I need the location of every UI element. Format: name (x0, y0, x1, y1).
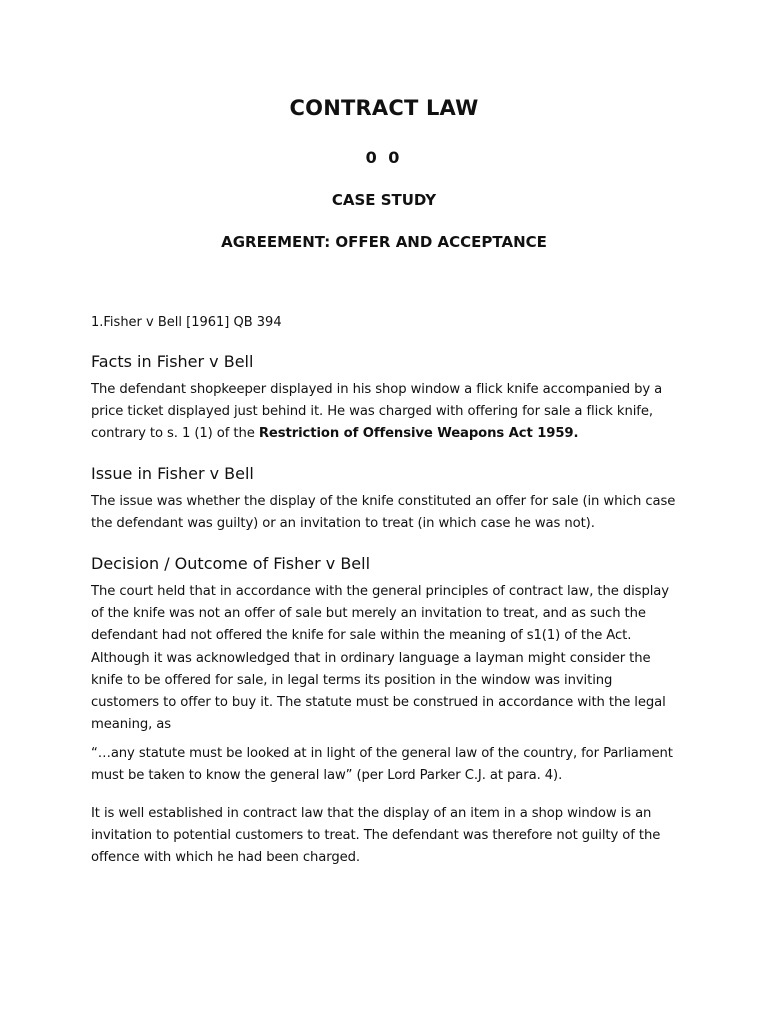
facts-act-name: Restriction of Offensive Weapons Act 1959. (258, 426, 579, 442)
facts-text: The defendant shopkeeper displayed in his shop window a flick knife accompanied by a price ticket displayed just behind it. He was charged with offering for sale a flick knife, contrary to s. 1 (1) of the (91, 382, 663, 442)
facts-heading: Facts in Fisher v Bell (91, 352, 254, 371)
decision-conclusion: It is well established in contract law that the display of an item in a shop window is an invitation to potential customers to treat. The defendant was therefore not guilty of the offence with which he had been charged. (91, 806, 661, 866)
decision-quote: “…any statute must be looked at in light of the general law of the country, for Parliament must be taken to know the general law” (per Lord Parker C.J. at para. 4). (91, 746, 673, 784)
issue-heading: Issue in Fisher v Bell (91, 464, 254, 483)
document-subtitle-case-study: CASE STUDY (331, 191, 437, 209)
document-subtitle-topic: AGREEMENT: OFFER AND ACCEPTANCE (221, 233, 547, 251)
facts-paragraph (91, 379, 681, 446)
case-reference: 1.Fisher v Bell [1961] QB 394 (91, 315, 282, 330)
document-title: CONTRACT LAW (289, 96, 479, 120)
decision-paragraph: The court held that in accordance with the general principles of contract law, the display of the knife was not an offer of sale but merely an invitation to treat, and as such the defendant had not offered the knife for sale within the meaning of s1(1) of the Act. Although it was acknowledged that in ordinary language a layman might consider the knife to be offered for sale, in legal terms its position in the window was inviting customers to offer to buy it. The statute must be construed in accordance with the legal meaning, as (91, 584, 669, 733)
decision-heading: Decision / Outcome of Fisher v Bell (91, 554, 371, 573)
document-number: 0 0 (365, 148, 403, 167)
issue-paragraph: The issue was whether the display of the knife constituted an offer for sale (in which case the defendant was guilty) or an invitation to treat (in which case he was not). (91, 494, 676, 532)
